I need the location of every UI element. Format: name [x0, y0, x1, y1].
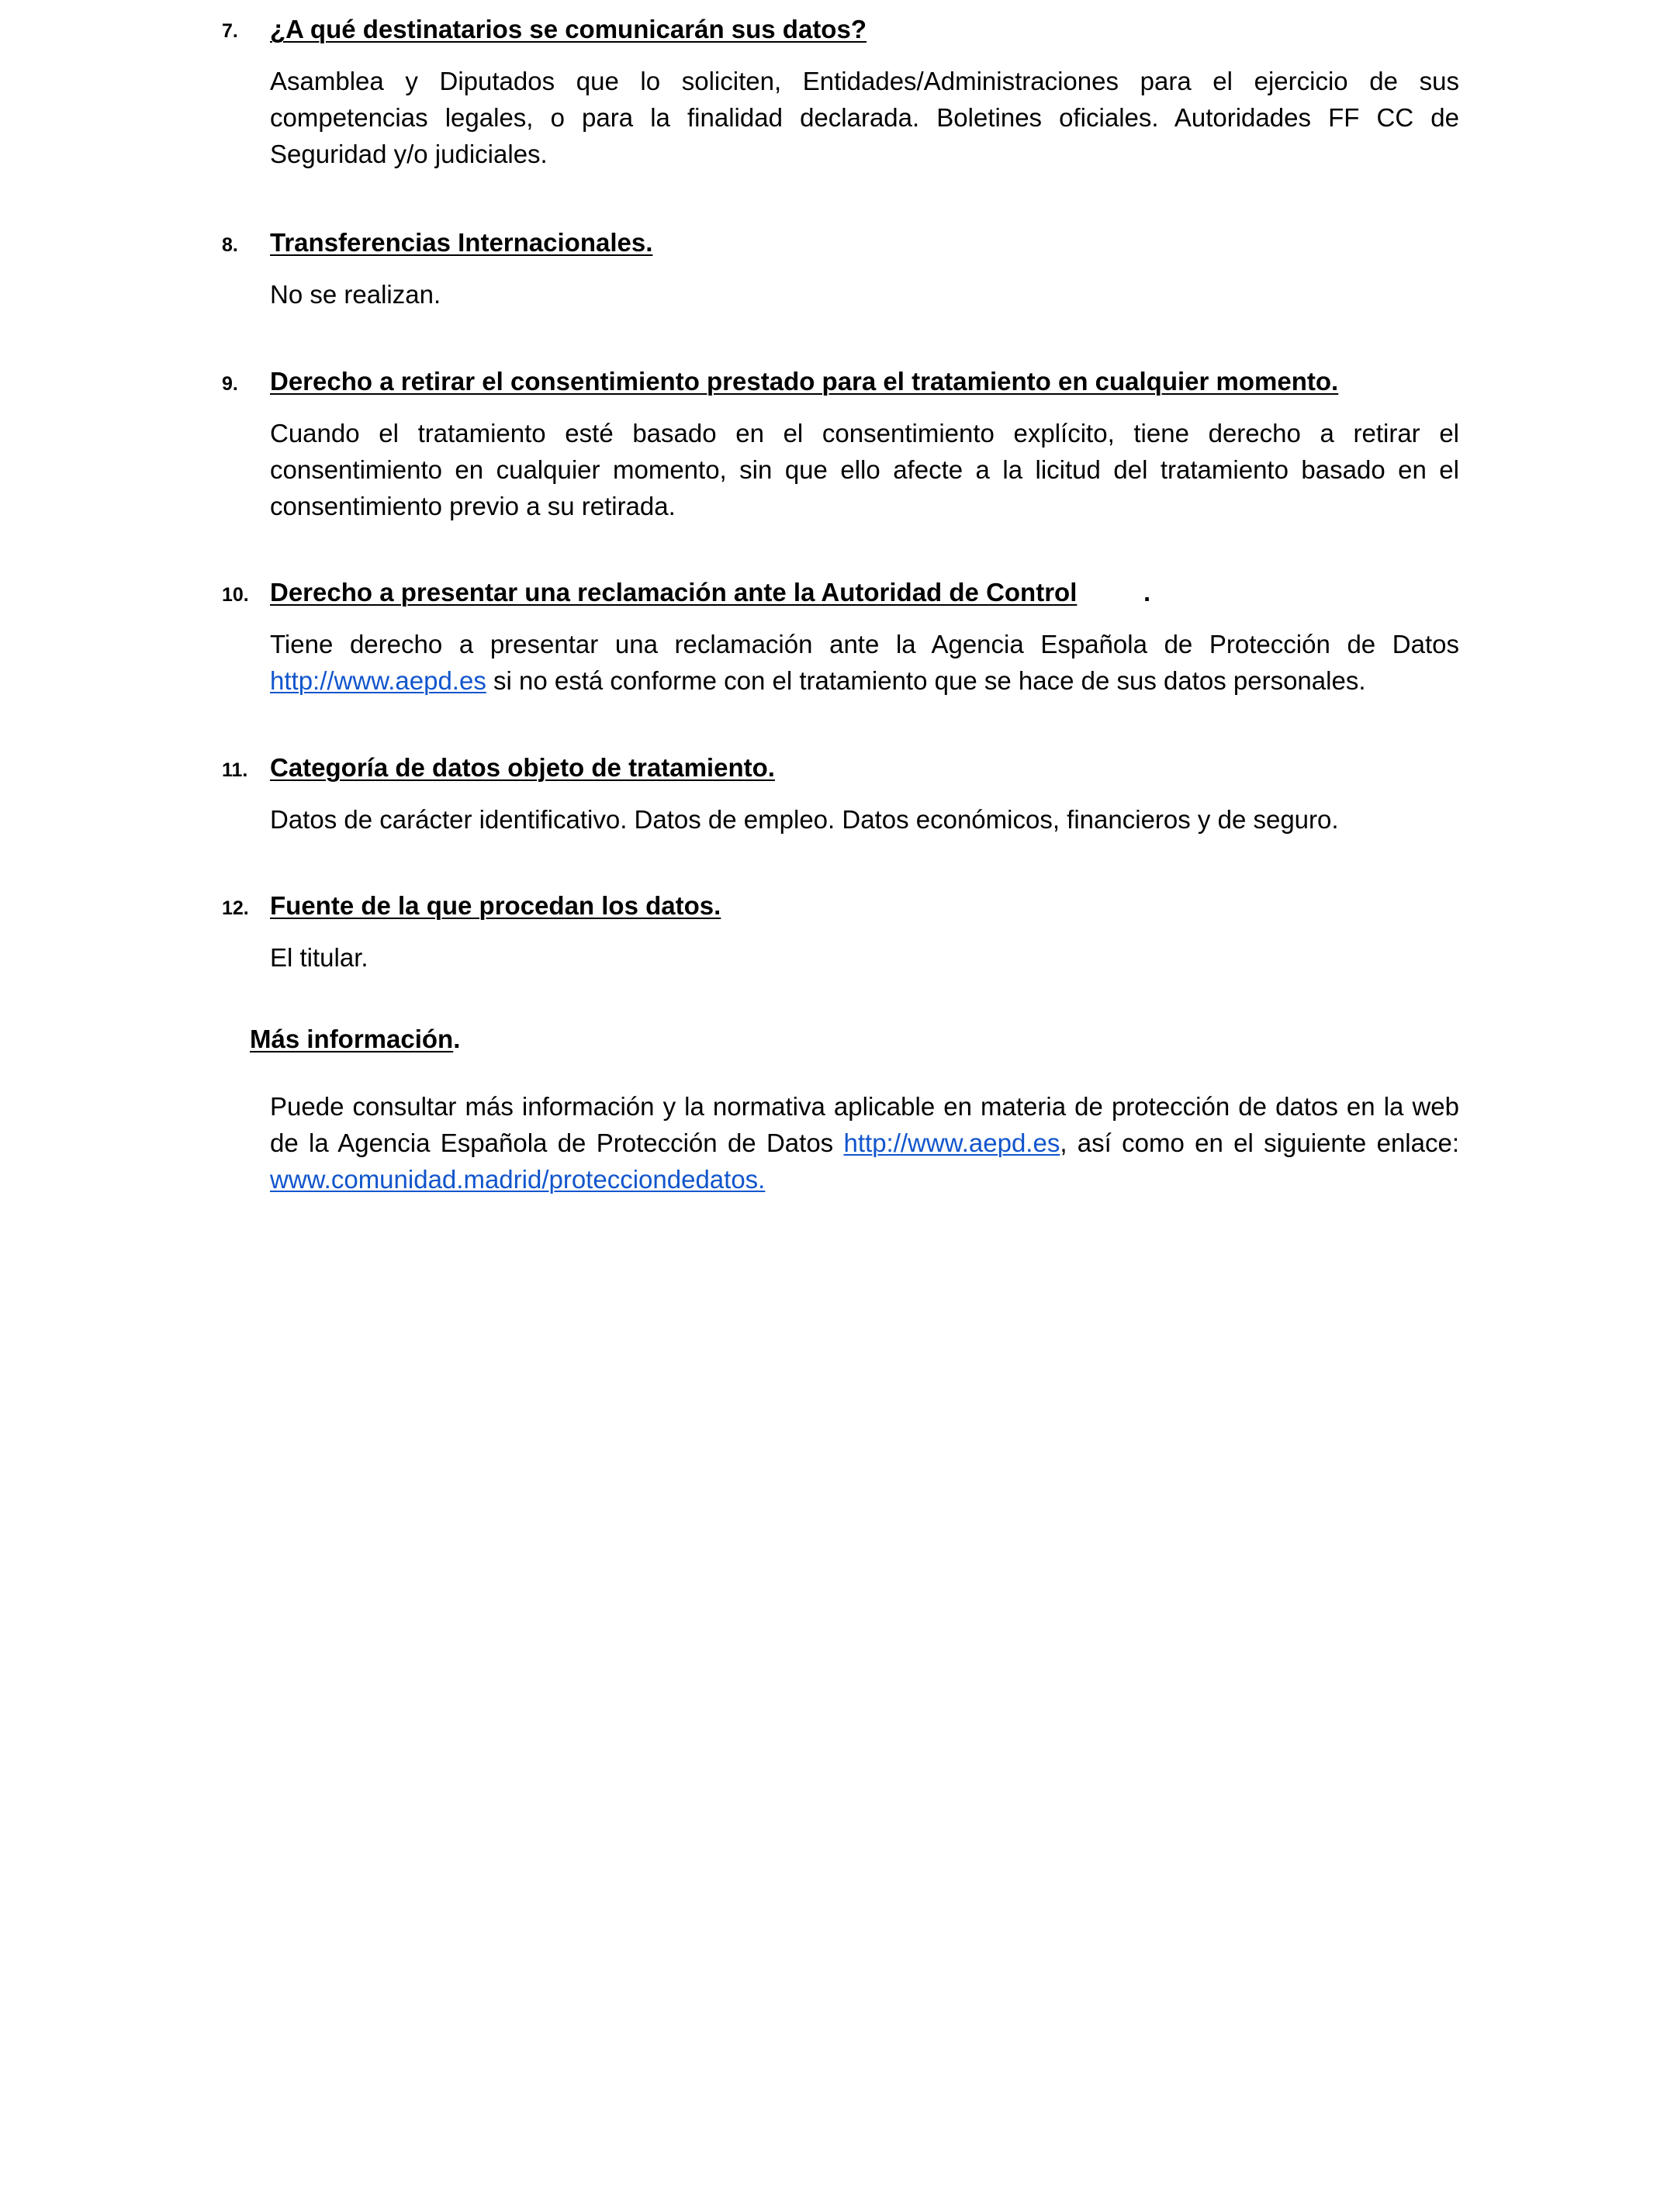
body-text-before-link: Tiene derecho a presentar una reclamación ante la Agencia Española de Protección de Datos: [270, 630, 1459, 658]
section-title: Categoría de datos objeto de tratamiento.: [270, 753, 775, 782]
section-title-text: Derecho a presentar una reclamación ante la Autoridad de Control: [270, 578, 1078, 607]
more-info-text-2: , así como en el siguiente enlace:: [1060, 1128, 1460, 1157]
section-title: Derecho a retirar el consentimiento prestado para el tratamiento en cualquier momento.: [270, 367, 1339, 396]
section-number: 11.: [222, 759, 248, 781]
section-title: Transferencias Internacionales.: [270, 228, 653, 257]
more-info-title-trail: .: [453, 1025, 461, 1053]
section-body: Asamblea y Diputados que lo soliciten, Entidades/Administraciones para el ejercicio de sus competencias legales, o para la finalidad declarada. Boletines oficiales. Autoridades FF CC de Seguridad y/o judiciales.: [270, 67, 1459, 168]
more-info-body: [270, 1088, 1459, 1198]
section-number: 9.: [222, 373, 238, 395]
section-body: No se realizan.: [270, 280, 441, 309]
section-body: El titular.: [270, 943, 368, 972]
more-info-title: [250, 1024, 460, 1055]
section-body: Cuando el tratamiento esté basado en el consentimiento explícito, tiene derecho a retirar el consentimiento en cualquier momento, sin que ello afecte a la licitud del tratamiento basado en el consentimiento previo a su retirada.: [270, 419, 1459, 520]
section-title: [270, 577, 1077, 608]
section-title: Fuente de la que procedan los datos.: [270, 891, 721, 920]
section-number: 7.: [222, 20, 238, 42]
section-number: 10.: [222, 584, 249, 606]
section-number: 12.: [222, 897, 249, 919]
more-info-title-text: Más información: [250, 1025, 454, 1053]
comunidad-madrid-link[interactable]: www.comunidad.madrid/protecciondedatos.: [270, 1165, 766, 1194]
section-number: 8.: [222, 234, 238, 256]
section-body: Datos de carácter identificativo. Datos de empleo. Datos económicos, financieros y de seguro.: [270, 805, 1339, 834]
section-body: [270, 626, 1459, 699]
aepd-link[interactable]: http://www.aepd.es: [843, 1128, 1060, 1157]
aepd-link[interactable]: http://www.aepd.es: [270, 666, 486, 695]
body-text-after-link: si no está conforme con el tratamiento que se hace de sus datos personales.: [486, 666, 1366, 695]
section-title-trail: .: [1143, 578, 1151, 607]
more-info-text-1: Puede consultar más información y la normativa aplicable en materia de protección de datos en la web de la Agencia Española de Protección de Datos: [270, 1092, 1459, 1157]
section-title: ¿A qué destinatarios se comunicarán sus datos?: [270, 15, 867, 43]
